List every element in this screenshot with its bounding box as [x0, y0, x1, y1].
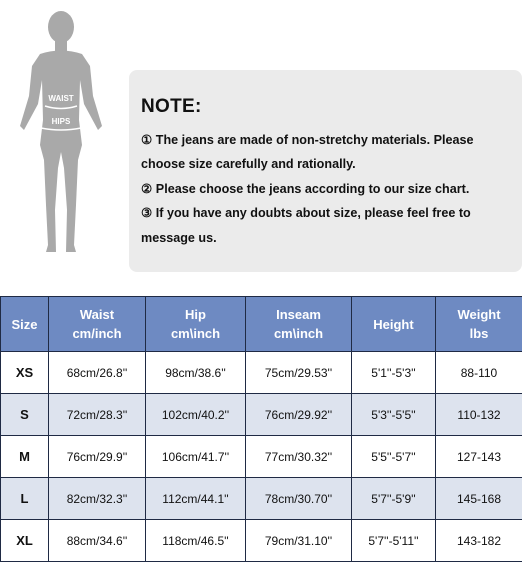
waist-cell: 68cm/26.8'' — [49, 352, 146, 394]
weight-cell: 127-143 — [436, 436, 522, 478]
waist-cell: 72cm/28.3'' — [49, 394, 146, 436]
size-cell: XL — [1, 520, 49, 562]
header-height: Height — [352, 297, 436, 352]
inseam-cell: 76cm/29.92'' — [246, 394, 352, 436]
height-cell: 5'3''-5'5'' — [352, 394, 436, 436]
size-cell: S — [1, 394, 49, 436]
hip-cell: 118cm/46.5'' — [146, 520, 246, 562]
size-chart-table — [0, 296, 522, 562]
weight-cell: 143-182 — [436, 520, 522, 562]
note-line-4: ③ If you have any doubts about size, please feel free to — [141, 201, 510, 225]
inseam-cell: 78cm/30.70'' — [246, 478, 352, 520]
hips-label: HIPS — [52, 117, 71, 126]
header-size: Size — [1, 297, 49, 352]
header-waist: Waist cm/inch — [49, 297, 146, 352]
hip-cell: 102cm/40.2'' — [146, 394, 246, 436]
weight-cell: 145-168 — [436, 478, 522, 520]
header-weight: Weight lbs — [436, 297, 522, 352]
female-body-silhouette-icon — [0, 0, 125, 265]
size-cell: M — [1, 436, 49, 478]
table-row — [1, 478, 522, 520]
hip-cell: 106cm/41.7'' — [146, 436, 246, 478]
note-line-1: ① The jeans are made of non-stretchy materials. Please — [141, 128, 510, 152]
table-row — [1, 394, 522, 436]
note-line-2: choose size carefully and rationally. — [141, 152, 510, 176]
note-box — [129, 70, 522, 272]
hip-cell: 98cm/38.6'' — [146, 352, 246, 394]
waist-label: WAIST — [48, 94, 73, 103]
table-row — [1, 436, 522, 478]
table-row — [1, 352, 522, 394]
size-cell: XS — [1, 352, 49, 394]
weight-cell: 88-110 — [436, 352, 522, 394]
height-cell: 5'1''-5'3'' — [352, 352, 436, 394]
waist-cell: 82cm/32.3'' — [49, 478, 146, 520]
header-inseam: Inseam cm\inch — [246, 297, 352, 352]
hip-cell: 112cm/44.1'' — [146, 478, 246, 520]
height-cell: 5'7''-5'11'' — [352, 520, 436, 562]
height-cell: 5'7''-5'9'' — [352, 478, 436, 520]
note-line-5: message us. — [141, 226, 510, 250]
waist-cell: 76cm/29.9'' — [49, 436, 146, 478]
size-cell: L — [1, 478, 49, 520]
header-hip: Hip cm\inch — [146, 297, 246, 352]
table-row — [1, 520, 522, 562]
inseam-cell: 75cm/29.53'' — [246, 352, 352, 394]
weight-cell: 110-132 — [436, 394, 522, 436]
note-title: NOTE: — [141, 96, 510, 118]
height-cell: 5'5''-5'7'' — [352, 436, 436, 478]
table-header-row — [1, 297, 522, 352]
inseam-cell: 79cm/31.10'' — [246, 520, 352, 562]
inseam-cell: 77cm/30.32'' — [246, 436, 352, 478]
note-line-3: ② Please choose the jeans according to our size chart. — [141, 177, 510, 201]
waist-cell: 88cm/34.6'' — [49, 520, 146, 562]
